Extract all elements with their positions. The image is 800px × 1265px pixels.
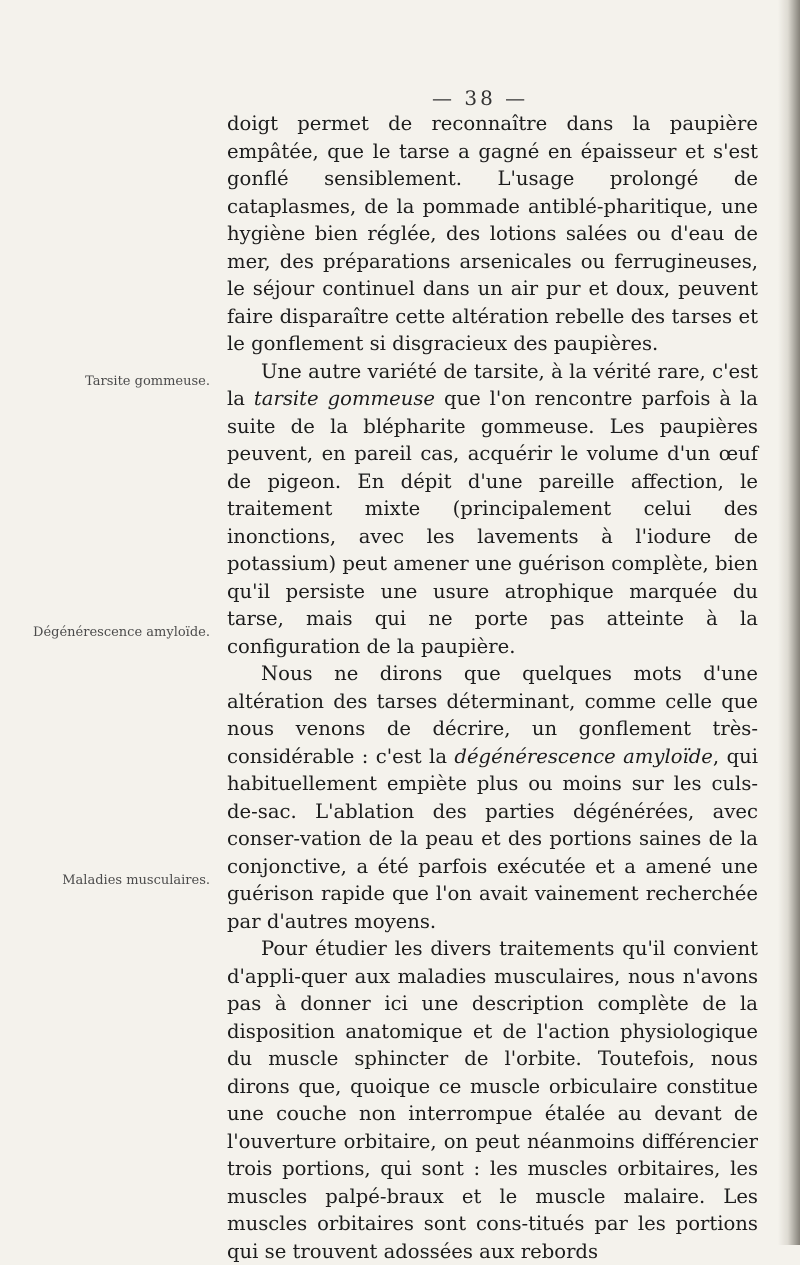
paragraph-continued [227, 110, 758, 358]
paragraph-text: Pour étudier les divers traitements qu'il convient d'appli-quer aux maladies musculaires, nous n'avons pas à donner ici une description complète de la disposition anatomique et de l'action physiologique du muscle sphincter de l'orbite. Toutefois, nous dirons que, quoique ce muscle orbiculaire constitue une couche non interrompue étalée au devant de l'ouverture orbitaire, on peut néanmoins différencier trois portions, qui sont : les muscles orbitaires, les muscles palpé-braux et le muscle malaire. Les muscles orbitaires sont cons-titués par les portions qui se trouvent adossées aux rebords [227, 937, 758, 1263]
paragraph-maladies-musculaires [227, 935, 758, 1265]
paragraph-text: doigt permet de reconnaître dans la paupière empâtée, que le tarse a gagné en épaisseur et s'est gonflé sensiblement. L'usage prolongé de cataplasmes, de la pommade antiblé-pharitique, une hygiène bien réglée, des lotions salées ou d'eau de mer, des préparations arsenicales ou ferrugineuses, le séjour continuel dans un air pur et doux, peuvent faire disparaître cette altération rebelle des tarses et le gonflement si disgracieux des paupières. [227, 112, 758, 355]
paragraph-text: Une autre variété de tarsite, à la vérité rare, c'est la [227, 359, 758, 410]
italic-term: dégénérescence amyloïde [454, 744, 713, 768]
paragraph-tarsite-gommeuse [227, 358, 758, 661]
italic-term: tarsite gommeuse [253, 387, 435, 410]
margin-note-degenerescence-amyloide: Dégénérescence amyloïde. [33, 625, 210, 640]
body-text [227, 110, 758, 1265]
page-edge-shadow [778, 0, 800, 1245]
paragraph-text: que l'on rencontre parfois à la suite de la blépharite gommeuse. Les paupières peuvent, en pareil cas, acquérir le volume d'un œuf de pigeon. En dépit d'une pareille affection, le traitement mixte (principalement celui des inonctions, avec les lavements à l'iodure de potassium) peut amener une guérison complète, bien qu'il persiste une usure atrophique marquée du tarse, mais qui ne porte pas atteinte à la configuration de la paupière. [227, 387, 758, 658]
paragraph-degenerescence-amyloide [227, 660, 758, 935]
paragraph-text: Nous ne dirons que quelques mots d'une altération des tarses déterminant, comme celle que nous venons de décrire, un gonflement très-considérable : c'est la [227, 662, 758, 768]
margin-note-maladies-musculaires: Maladies musculaires. [62, 873, 210, 888]
margin-note-tarsite-gommeuse: Tarsite gommeuse. [85, 374, 210, 389]
paragraph-text: , qui habituellement empiète plus ou moins sur les culs-de-sac. L'ablation des parties dégénérées, avec conser-vation de la peau et des portions saines de la conjonctive, a été parfois exécutée et a amené une guérison rapide que l'on avait vainement recherchée par d'autres moyens. [227, 744, 758, 933]
page-number: — 38 — [432, 86, 529, 110]
